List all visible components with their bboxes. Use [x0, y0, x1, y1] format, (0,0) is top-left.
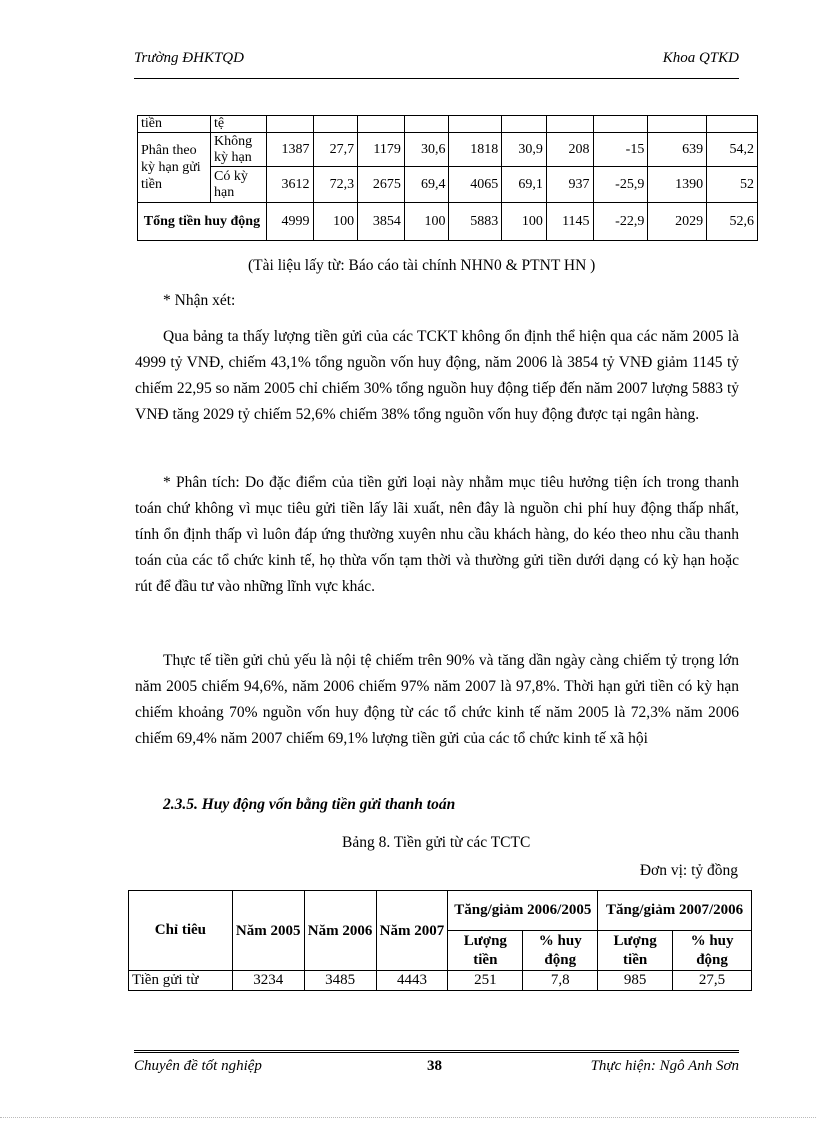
footer-rule — [134, 1050, 739, 1053]
header-percent: % huy động — [673, 931, 752, 971]
table-cell: 72,3 — [313, 167, 358, 203]
paragraph-fact: Thực tế tiền gửi chủ yếu là nội tệ chiếm trên 90% và tăng dần ngày càng chiếm tỷ trọng lớn năm 2005 chiếm 94,6%, năm 2006 chiếm 97% năm 2007 là 97,8%. Thời hạn gửi tiền có kỳ hạn chiếm khoảng 70% nguồn vốn huy động từ các tổ chức kinh tế năm 2005 là 72,3% năm 2006 chiếm 69,4% năm 2007 chiếm 69,1% lượng tiền gửi của các tổ chức kinh tế xã hội — [135, 652, 739, 747]
table-cell: 3612 — [266, 167, 313, 203]
table-cell: 4065 — [449, 167, 502, 203]
table-cell: 1390 — [648, 167, 707, 203]
table-cell: 54,2 — [707, 133, 758, 167]
table-cell: 100 — [404, 203, 449, 241]
footer-thesis: Chuyên đề tốt nghiệp — [134, 1058, 262, 1074]
header-rule — [134, 78, 739, 79]
table-row — [138, 167, 758, 203]
table-row — [138, 133, 758, 167]
header-change-2007-2006: Tăng/giảm 2007/2006 — [598, 891, 752, 931]
section-title: 2.3.5. Huy động vốn bằng tiền gửi thanh toán — [163, 796, 456, 813]
header-change-2006-2005: Tăng/giảm 2006/2005 — [448, 891, 598, 931]
table-cell: 100 — [502, 203, 547, 241]
table-cell: 2675 — [358, 167, 405, 203]
page-bottom-border — [0, 1117, 816, 1118]
table-cell: 27,5 — [673, 971, 752, 991]
remark-title: * Nhận xét: — [163, 292, 236, 309]
table-cell: 52,6 — [707, 203, 758, 241]
header-school: Trường ĐHKTQD — [134, 50, 244, 66]
source-note: (Tài liệu lấy từ: Báo cáo tài chính NHN0 & PTNT HN ) — [248, 257, 596, 274]
total-label: Tổng tiền huy động — [138, 203, 267, 241]
unit-label: Đơn vị: tỷ đồng — [639, 862, 738, 879]
table-cell: 1179 — [358, 133, 405, 167]
table-cell: -15 — [593, 133, 648, 167]
table-cell: 7,8 — [523, 971, 598, 991]
row-label: Không kỳ hạn — [211, 133, 267, 167]
paragraph-remark: Qua bảng ta thấy lượng tiền gửi của các TCKT không ổn định thể hiện qua các năm 2005 là 4999 tỷ VNĐ, chiếm 43,1% tổng nguồn vốn huy động, năm 2006 là 3854 tỷ VNĐ giảm 1145 tỷ chiếm 22,95 so năm 2005 chỉ chiếm 30% tổng nguồn huy động tiếp đến năm 2007 lượng 5883 tỷ VNĐ tăng 2029 tỷ chiếm 52,6% chiếm 38% tổng nguồn vốn huy động được tại ngân hàng. — [135, 328, 739, 423]
row-label: Có kỳ hạn — [211, 167, 267, 203]
paragraph-analysis: * Phân tích: Do đặc điểm của tiền gửi loại này nhằm mục tiêu hưởng tiện ích trong thanh toán chứ không vì mục tiêu gửi tiền lấy lãi xuất, nên đây là nguồn chi phí huy động thấp nhất, tính ổn định thấp vì luôn đáp ứng thường xuyên nhu cầu khách hàng, do kéo theo nhu cầu thanh toán của các tổ chức kinh tế, họ thừa vốn tạm thời và thường gửi tiền dưới dạng có kỳ hạn hoặc rút để đầu tư vào những lĩnh vực khác. — [135, 474, 739, 595]
table-row-total — [138, 203, 758, 241]
table-cell: tệ — [211, 116, 267, 133]
page-header — [134, 50, 739, 70]
table-cell: 4999 — [266, 203, 313, 241]
table-row — [129, 971, 752, 991]
header-year-2007: Năm 2007 — [376, 891, 448, 971]
table-cell: 985 — [598, 971, 673, 991]
deposit-table-continued — [137, 115, 758, 241]
table-cell: 30,6 — [404, 133, 449, 167]
table-cell: 52 — [707, 167, 758, 203]
table-cell: 1818 — [449, 133, 502, 167]
table-cell: 2029 — [648, 203, 707, 241]
table-cell: 3485 — [304, 971, 376, 991]
table-cell: 1145 — [546, 203, 593, 241]
header-year-2006: Năm 2006 — [304, 891, 376, 971]
header-amount: Lượng tiền — [448, 931, 523, 971]
table-cell: 4443 — [376, 971, 448, 991]
table-cell: 69,4 — [404, 167, 449, 203]
table-cell: 3234 — [232, 971, 304, 991]
table-cell: 1387 — [266, 133, 313, 167]
table-cell: 100 — [313, 203, 358, 241]
table-cell: 3854 — [358, 203, 405, 241]
table-caption: Bảng 8. Tiền gửi từ các TCTC — [342, 834, 531, 851]
header-year-2005: Năm 2005 — [232, 891, 304, 971]
table-cell: 69,1 — [502, 167, 547, 203]
header-faculty: Khoa QTKD — [662, 50, 739, 66]
footer-author: Thực hiện: Ngô Anh Sơn — [590, 1058, 739, 1074]
tctc-deposit-table — [128, 890, 752, 991]
header-amount: Lượng tiền — [598, 931, 673, 971]
page-number: 38 — [427, 1058, 442, 1074]
page-footer — [134, 1058, 739, 1078]
table-cell: 937 — [546, 167, 593, 203]
header-percent: % huy động — [523, 931, 598, 971]
table-cell: -25,9 — [593, 167, 648, 203]
table-row — [138, 116, 758, 133]
table-cell: -22,9 — [593, 203, 648, 241]
header-chitieu: Chỉ tiêu — [129, 891, 233, 971]
table-header-row — [129, 891, 752, 931]
row-label: Tiền gửi từ — [129, 971, 233, 991]
table-cell: 27,7 — [313, 133, 358, 167]
table-cell: 639 — [648, 133, 707, 167]
group-label: Phân theo kỳ hạn gửi tiền — [138, 133, 211, 203]
table-cell: 5883 — [449, 203, 502, 241]
table-cell: tiền — [138, 116, 211, 133]
table-cell: 30,9 — [502, 133, 547, 167]
table-cell: 208 — [546, 133, 593, 167]
table-cell: 251 — [448, 971, 523, 991]
